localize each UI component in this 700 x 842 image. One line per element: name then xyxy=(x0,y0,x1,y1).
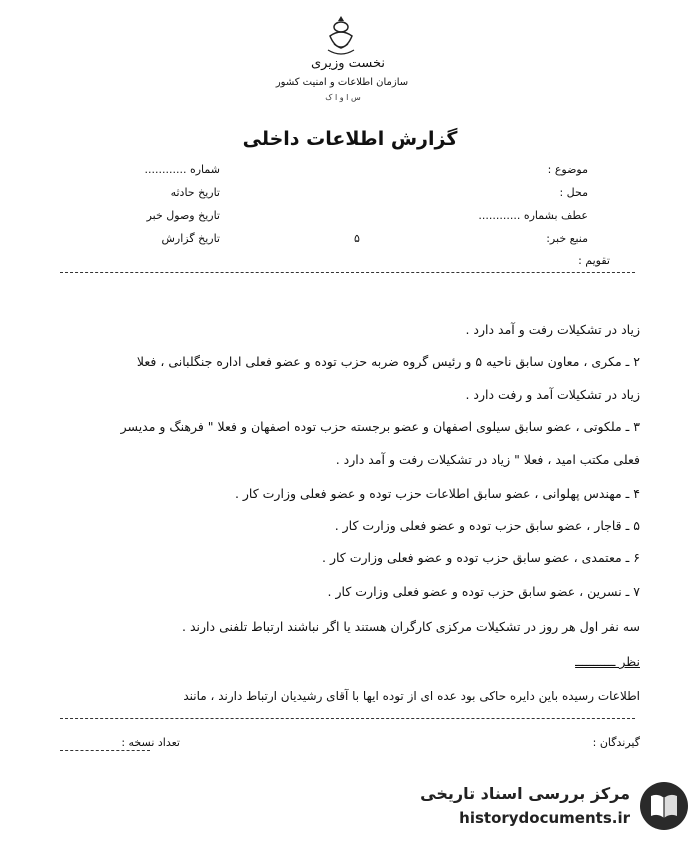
footer-copies: تعداد نسخه : xyxy=(121,736,180,749)
brand-watermark xyxy=(414,776,694,836)
body-line: ۲ ـ مکری ، معاون سابق ناحیه ۵ و رئیس گروه ضربه حزب توده و عضو فعلی اداره جنگلبانی ، فعلا xyxy=(136,354,640,369)
brand-name: مرکز بررسی اسناد تاریخی xyxy=(420,784,630,803)
opinion-text: اطلاعات رسیده باین دایره حاکی بود عده ای از توده ایها با آقای رشیدیان ارتباط دارند ، مانند xyxy=(183,689,640,703)
field-report-date: تاریخ گزارش xyxy=(161,232,220,245)
body-line: زیاد در تشکیلات رفت و آمد دارد . xyxy=(465,322,640,337)
header-organization: سازمان اطلاعات و امنیت کشور xyxy=(275,77,409,88)
divider-top xyxy=(60,272,635,273)
header-ministry: نخست وزیری xyxy=(310,56,386,71)
body-line: ۴ ـ مهندس پهلوانی ، عضو سابق اطلاعات حزب توده و عضو فعلی وزارت کار . xyxy=(234,486,640,501)
header-abbrev: س ا و ا ک xyxy=(325,93,361,102)
field-source: منبع خبر: xyxy=(546,232,588,245)
opinion-label: نظر ـــــــــــ xyxy=(575,654,640,669)
open-book-logo-icon xyxy=(638,780,690,832)
body-line: ۳ ـ ملکوتی ، عضو سابق سیلوی اصفهان و عضو برجسته حزب توده اصفهان و فعلا " فرهنگ و مدیسر xyxy=(120,419,640,434)
field-location: محل : xyxy=(559,186,588,199)
field-receipt-date: تاریخ وصول خبر xyxy=(146,209,220,222)
body-line: ۷ ـ نسرین ، عضو سابق حزب توده و عضو فعلی وزارت کار . xyxy=(327,584,640,599)
body-line: سه نفر اول هر روز در تشکیلات مرکزی کارگران هستند یا اگر نباشند ارتباط تلفنی دارند . xyxy=(182,619,640,634)
page-title: گزارش اطلاعات داخلی xyxy=(242,128,458,150)
body-line: ۵ ـ قاجار ، عضو سابق حزب توده و عضو فعلی وزارت کار . xyxy=(334,518,640,533)
body-line: ۶ ـ معتمدی ، عضو سابق حزب توده و عضو فعلی وزارت کار . xyxy=(322,550,640,565)
body-line: فعلی مکتب امید ، فعلا " زیاد در تشکیلات رفت و آمد دارد . xyxy=(335,452,640,467)
field-calendar: تقویم : xyxy=(578,254,610,267)
body-line: زیاد در تشکیلات آمد و رفت دارد . xyxy=(465,387,640,402)
field-event-date: تاریخ حادثه xyxy=(170,186,220,199)
divider-bottom xyxy=(60,718,635,719)
field-number: شماره ............ xyxy=(144,163,220,176)
footer-recipients: گیرندگان : xyxy=(592,736,640,749)
brand-url: historydocuments.ir xyxy=(459,809,630,827)
lion-and-sun-emblem-icon xyxy=(322,14,360,56)
copies-dots xyxy=(60,750,150,751)
field-subject: موضوع : xyxy=(547,163,588,176)
field-reference: عطف بشماره ............ xyxy=(478,209,588,222)
field-source-value: ۵ xyxy=(354,232,360,245)
